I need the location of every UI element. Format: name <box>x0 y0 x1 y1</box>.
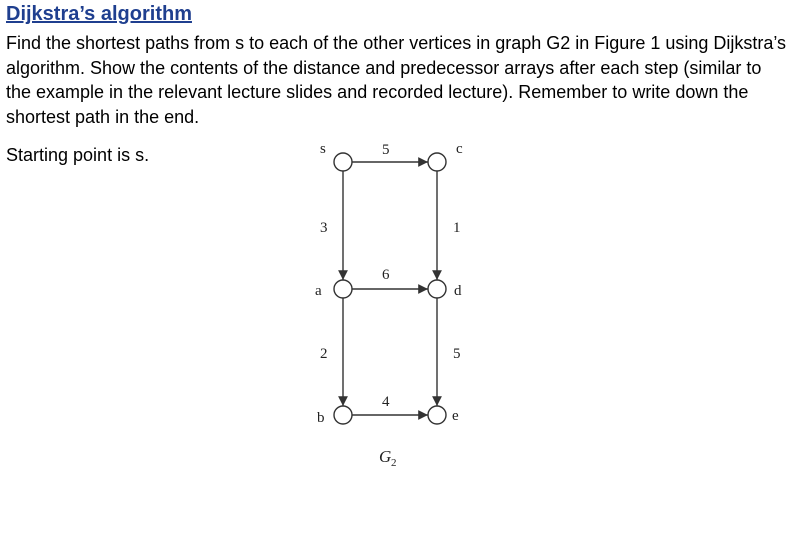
vertex-b <box>334 406 352 424</box>
starting-point-text: Starting point is s. <box>6 145 150 165</box>
vertex-label-e: e <box>452 408 459 424</box>
edge-weight-a-d: 6 <box>382 267 390 283</box>
vertex-s <box>334 153 352 171</box>
graph-figure <box>300 135 480 475</box>
vertex-d <box>428 280 446 298</box>
graph-name-subscript: 2 <box>391 457 397 469</box>
vertex-label-s: s <box>320 141 326 157</box>
vertex-e <box>428 406 446 424</box>
vertex-a <box>334 280 352 298</box>
edge-weight-d-e: 5 <box>453 346 461 362</box>
vertex-c <box>428 153 446 171</box>
edge-weight-a-b: 2 <box>320 346 328 362</box>
edge-weight-b-e: 4 <box>382 394 390 410</box>
heading: Dijkstra’s algorithm <box>6 3 192 25</box>
edge-weight-s-c: 5 <box>382 142 390 158</box>
edge-weight-s-a: 3 <box>320 220 328 236</box>
graph-name: G <box>379 447 392 466</box>
vertex-label-c: c <box>456 141 463 157</box>
vertex-label-b: b <box>317 410 325 426</box>
edge-weight-c-d: 1 <box>453 220 461 236</box>
instructions-paragraph: Find the shortest paths from s to each of the other vertices in graph G2 in Figure 1 using Dijkstra’s algorithm. Show the contents of the distance and predecessor arrays after each step (similar to the example in the relevant lecture slides and recorded lecture). Remember to write down the shortest path in the end. <box>6 33 787 127</box>
vertex-label-d: d <box>454 283 462 299</box>
vertex-label-a: a <box>315 283 322 299</box>
